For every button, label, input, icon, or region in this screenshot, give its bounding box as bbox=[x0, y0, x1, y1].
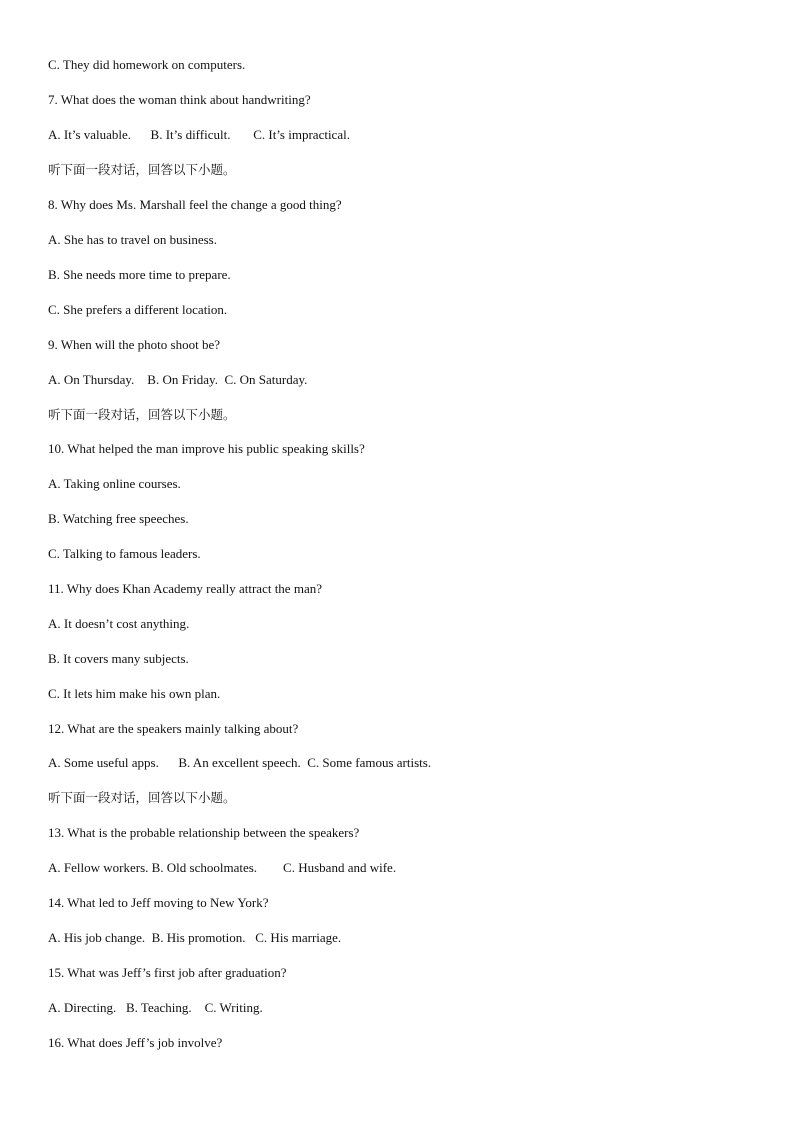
options-line: A. It’s valuable. B. It’s difficult. C. It’s impractical. bbox=[48, 127, 350, 142]
question-line: 8. Why does Ms. Marshall feel the change a good thing? bbox=[48, 197, 342, 212]
options-line: A. Fellow workers. B. Old schoolmates. C. Husband and wife. bbox=[48, 860, 397, 875]
option-line: A. Taking online courses. bbox=[48, 476, 181, 491]
options-line: A. On Thursday. B. On Friday. C. On Saturday. bbox=[48, 372, 308, 387]
option-line: B. Watching free speeches. bbox=[48, 511, 189, 526]
section-instruction: 听下面一段对话，回答以下小题。 bbox=[48, 790, 236, 805]
option-line: B. It covers many subjects. bbox=[48, 651, 189, 666]
section-instruction: 听下面一段对话，回答以下小题。 bbox=[48, 407, 236, 422]
options-line: A. Directing. B. Teaching. C. Writing. bbox=[48, 1000, 263, 1015]
option-line: C. It lets him make his own plan. bbox=[48, 686, 221, 701]
option-line: C. She prefers a different location. bbox=[48, 302, 228, 317]
question-line: 7. What does the woman think about handwriting? bbox=[48, 92, 311, 107]
option-line: B. She needs more time to prepare. bbox=[48, 267, 231, 282]
question-line: 10. What helped the man improve his public speaking skills? bbox=[48, 441, 365, 456]
option-line: C. Talking to famous leaders. bbox=[48, 546, 201, 561]
question-line: 14. What led to Jeff moving to New York? bbox=[48, 895, 269, 910]
question-line: 12. What are the speakers mainly talking about? bbox=[48, 721, 299, 736]
options-line: A. His job change. B. His promotion. C. His marriage. bbox=[48, 930, 342, 945]
question-line: 16. What does Jeff’s job involve? bbox=[48, 1035, 223, 1050]
section-instruction: 听下面一段对话，回答以下小题。 bbox=[48, 162, 236, 177]
option-line: A. It doesn’t cost anything. bbox=[48, 616, 190, 631]
question-line: 11. Why does Khan Academy really attract the man? bbox=[48, 581, 322, 596]
question-line: 9. When will the photo shoot be? bbox=[48, 337, 220, 352]
question-line: 13. What is the probable relationship between the speakers? bbox=[48, 825, 360, 840]
question-line: 15. What was Jeff’s first job after graduation? bbox=[48, 965, 287, 980]
options-line: A. Some useful apps. B. An excellent speech. C. Some famous artists. bbox=[48, 755, 432, 770]
option-line: A. She has to travel on business. bbox=[48, 232, 217, 247]
option-line: C. They did homework on computers. bbox=[48, 57, 246, 72]
